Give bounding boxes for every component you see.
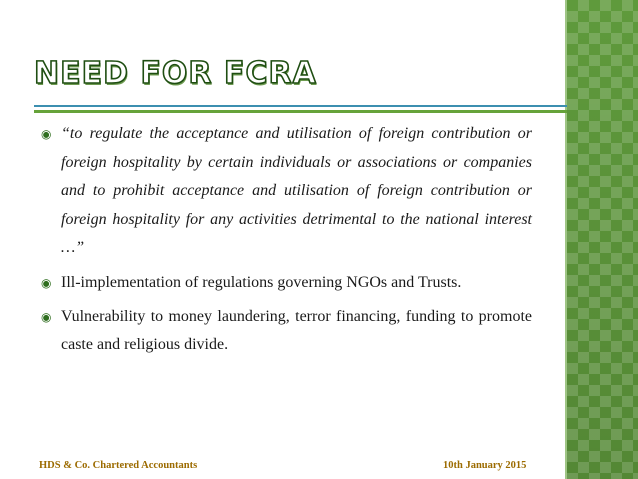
target-circle-icon: ◉ (41, 127, 52, 141)
title-divider-blue (34, 105, 567, 107)
decorative-side-band (567, 0, 638, 479)
bullet-item-ngo-regulation (40, 269, 532, 297)
bullet-list (40, 120, 532, 359)
footer-date: 10th January 2015 (443, 460, 527, 471)
bullet-item-vulnerability (40, 303, 532, 359)
bullet-text: Vulnerability to money laundering, terror financing, funding to promote caste and religious divide. (61, 307, 532, 353)
bullet-item-quote (40, 120, 532, 263)
target-circle-icon: ◉ (41, 309, 52, 324)
bullet-text: “to regulate the acceptance and utilisation of foreign contribution or foreign hospitality by certain individuals or associations or companies and to prohibit acceptance and utilisation of foreign contribution or foreign hospitality for any activities detrimental to the national interest …” (61, 125, 532, 256)
bullet-text: Ill-implementation of regulations governing NGOs and Trusts. (61, 273, 462, 291)
title-divider-green (34, 110, 567, 113)
footer-firm-name: HDS & Co. Chartered Accountants (39, 460, 198, 471)
target-circle-icon: ◉ (41, 275, 52, 290)
slide-title: NEED FOR FCRA (34, 56, 317, 91)
